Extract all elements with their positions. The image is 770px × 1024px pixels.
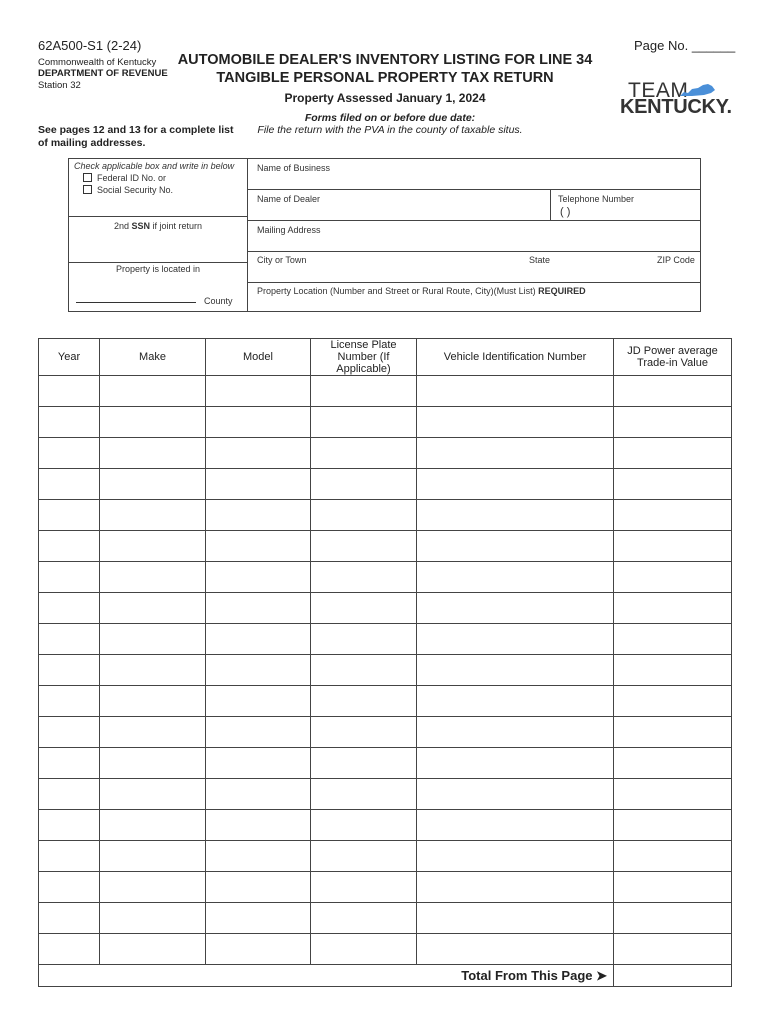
mailing-address-label: Mailing Address [257, 225, 321, 235]
col-model: Model [206, 339, 311, 376]
table-cell[interactable] [39, 624, 100, 655]
table-cell[interactable] [39, 655, 100, 686]
table-cell[interactable] [39, 686, 100, 717]
table-cell[interactable] [614, 717, 732, 748]
ssn-label: Social Security No. [97, 185, 174, 195]
county-line[interactable] [76, 302, 196, 303]
table-cell[interactable] [39, 407, 100, 438]
table-cell[interactable] [417, 810, 614, 841]
table-cell[interactable] [100, 841, 206, 872]
table-cell[interactable] [39, 717, 100, 748]
col-year: Year [39, 339, 100, 376]
file-return-note: File the return with the PVA in the county of taxable situs. [257, 124, 523, 136]
table-cell[interactable] [206, 531, 311, 562]
city-label: City or Town [257, 255, 307, 265]
table-cell[interactable] [206, 376, 311, 407]
table-cell[interactable] [100, 593, 206, 624]
table-row [39, 624, 732, 655]
table-cell[interactable] [417, 593, 614, 624]
form-title-line2: TANGIBLE PERSONAL PROPERTY TAX RETURN [216, 70, 554, 86]
table-cell[interactable] [206, 810, 311, 841]
table-cell[interactable] [206, 438, 311, 469]
table-cell[interactable] [417, 903, 614, 934]
table-cell[interactable] [100, 655, 206, 686]
divider [248, 220, 701, 221]
commonwealth-label: Commonwealth of Kentucky [38, 57, 157, 68]
table-cell[interactable] [206, 748, 311, 779]
table-cell[interactable] [417, 438, 614, 469]
table-cell[interactable] [614, 407, 732, 438]
federal-id-label: Federal ID No. or [97, 173, 167, 183]
table-cell[interactable] [206, 469, 311, 500]
table-cell[interactable] [614, 562, 732, 593]
table-cell[interactable] [39, 562, 100, 593]
col-jd-power: JD Power average Trade-in Value [614, 339, 732, 376]
table-cell[interactable] [614, 686, 732, 717]
state-label: State [529, 255, 551, 265]
table-cell[interactable] [614, 469, 732, 500]
table-row [39, 562, 732, 593]
property-location-label: Property Location (Number and Street or Rural Route, City)(Must List) REQUIRED [257, 286, 586, 296]
table-cell[interactable] [614, 376, 732, 407]
table-cell[interactable] [417, 872, 614, 903]
table-cell[interactable] [417, 531, 614, 562]
table-cell[interactable] [311, 810, 417, 841]
table-row [39, 903, 732, 934]
table-cell[interactable] [614, 934, 732, 965]
table-row [39, 686, 732, 717]
check-instruction: Check applicable box and write in below [74, 161, 235, 171]
ssn-option[interactable] [83, 185, 173, 195]
second-ssn-label: 2nd SSN if joint return [113, 221, 203, 231]
table-cell[interactable] [417, 841, 614, 872]
table-cell[interactable] [311, 655, 417, 686]
logo-team-text: TEAM [628, 79, 689, 102]
inventory-table [38, 338, 732, 987]
table-cell[interactable] [100, 872, 206, 903]
table-row [39, 531, 732, 562]
col-make: Make [100, 339, 206, 376]
form-code: 62A500-S1 (2-24) [38, 38, 142, 53]
table-cell[interactable] [206, 500, 311, 531]
total-value-cell[interactable] [614, 965, 732, 987]
table-header-row [39, 339, 732, 376]
table-cell[interactable] [100, 934, 206, 965]
table-cell[interactable] [311, 593, 417, 624]
table-cell[interactable] [614, 748, 732, 779]
zip-label: ZIP Code [657, 255, 695, 265]
table-cell[interactable] [311, 841, 417, 872]
col-vin: Vehicle Identification Number [417, 339, 614, 376]
table-cell[interactable] [311, 469, 417, 500]
business-name-label: Name of Business [257, 163, 331, 173]
form-title-line1: AUTOMOBILE DEALER'S INVENTORY LISTING FOR LINE 34 [177, 52, 593, 68]
divider [550, 189, 551, 221]
table-cell[interactable] [614, 438, 732, 469]
table-cell[interactable] [311, 903, 417, 934]
page-number-field[interactable]: Page No. ______ [634, 38, 736, 53]
table-cell[interactable] [39, 469, 100, 500]
divider [68, 216, 248, 217]
table-row [39, 469, 732, 500]
form-title-line3: Property Assessed January 1, 2024 [284, 91, 486, 105]
table-cell[interactable] [206, 779, 311, 810]
table-row [39, 376, 732, 407]
table-cell[interactable] [100, 407, 206, 438]
table-cell[interactable] [206, 872, 311, 903]
divider [248, 282, 701, 283]
table-cell[interactable] [417, 686, 614, 717]
col-license-plate: License Plate Number (If Applicable) [311, 339, 417, 376]
table-cell[interactable] [39, 903, 100, 934]
table-row [39, 810, 732, 841]
table-row [39, 438, 732, 469]
table-cell[interactable] [311, 562, 417, 593]
see-pages-note: See pages 12 and 13 for a complete list of mailing addresses. [38, 124, 234, 149]
table-cell[interactable] [206, 624, 311, 655]
table-cell[interactable] [417, 562, 614, 593]
table-cell[interactable] [311, 686, 417, 717]
table-cell[interactable] [417, 779, 614, 810]
table-cell[interactable] [39, 872, 100, 903]
table-cell[interactable] [39, 531, 100, 562]
table-cell[interactable] [206, 655, 311, 686]
table-cell[interactable] [311, 438, 417, 469]
county-label: County [204, 296, 233, 306]
table-cell[interactable] [311, 407, 417, 438]
table-row [39, 593, 732, 624]
table-cell[interactable] [206, 903, 311, 934]
divider [248, 189, 701, 190]
federal-id-option[interactable] [83, 173, 166, 183]
table-cell[interactable] [100, 810, 206, 841]
divider [248, 251, 701, 252]
table-cell[interactable] [100, 376, 206, 407]
table-cell[interactable] [417, 469, 614, 500]
table-cell[interactable] [39, 376, 100, 407]
table-cell[interactable] [417, 934, 614, 965]
table-cell[interactable] [311, 717, 417, 748]
table-row [39, 872, 732, 903]
property-located-label: Property is located in [115, 264, 201, 274]
table-row [39, 655, 732, 686]
table-cell[interactable] [614, 779, 732, 810]
table-cell[interactable] [311, 779, 417, 810]
box-divider [247, 158, 248, 312]
table-cell[interactable] [614, 872, 732, 903]
forms-filed-note: Forms filed on or before due date: [304, 112, 476, 124]
table-cell[interactable] [614, 655, 732, 686]
table-cell[interactable] [100, 469, 206, 500]
table-cell[interactable] [206, 407, 311, 438]
table-cell[interactable] [311, 531, 417, 562]
table-cell[interactable] [417, 407, 614, 438]
table-cell[interactable] [100, 903, 206, 934]
table-cell[interactable] [100, 562, 206, 593]
table-row [39, 934, 732, 965]
ssn-checkbox[interactable] [83, 185, 92, 194]
federal-id-checkbox[interactable] [83, 173, 92, 182]
table-cell[interactable] [417, 717, 614, 748]
table-body [39, 376, 732, 965]
table-cell[interactable] [100, 624, 206, 655]
table-cell[interactable] [206, 686, 311, 717]
table-cell[interactable] [614, 593, 732, 624]
telephone-parens: ( ) [560, 206, 571, 218]
table-cell[interactable] [311, 872, 417, 903]
table-cell[interactable] [417, 376, 614, 407]
table-cell[interactable] [311, 500, 417, 531]
table-cell[interactable] [206, 934, 311, 965]
table-cell[interactable] [206, 562, 311, 593]
table-cell[interactable] [39, 810, 100, 841]
table-row [39, 748, 732, 779]
table-cell[interactable] [614, 531, 732, 562]
total-row [39, 965, 732, 987]
table-row [39, 841, 732, 872]
table-cell[interactable] [311, 624, 417, 655]
table-cell[interactable] [39, 438, 100, 469]
table-cell[interactable] [417, 655, 614, 686]
station-label: Station 32 [38, 80, 81, 91]
table-cell[interactable] [417, 748, 614, 779]
table-cell[interactable] [39, 841, 100, 872]
table-cell[interactable] [100, 717, 206, 748]
table-cell[interactable] [100, 500, 206, 531]
divider [68, 262, 248, 263]
table-cell[interactable] [39, 934, 100, 965]
table-row [39, 500, 732, 531]
table-cell[interactable] [614, 903, 732, 934]
table-cell[interactable] [206, 593, 311, 624]
table-cell[interactable] [100, 438, 206, 469]
table-cell[interactable] [614, 841, 732, 872]
table-row [39, 779, 732, 810]
table-cell[interactable] [206, 717, 311, 748]
table-cell[interactable] [311, 376, 417, 407]
table-cell[interactable] [100, 686, 206, 717]
table-cell[interactable] [39, 748, 100, 779]
table-cell[interactable] [100, 779, 206, 810]
table-row [39, 407, 732, 438]
table-cell[interactable] [614, 624, 732, 655]
table-cell[interactable] [614, 810, 732, 841]
table-cell[interactable] [614, 500, 732, 531]
table-cell[interactable] [39, 500, 100, 531]
table-cell[interactable] [100, 748, 206, 779]
total-label: Total From This Page ➤ [39, 965, 614, 987]
department-label: DEPARTMENT OF REVENUE [38, 68, 168, 79]
table-cell[interactable] [39, 593, 100, 624]
dealer-name-label: Name of Dealer [257, 194, 321, 204]
table-cell[interactable] [311, 748, 417, 779]
logo-kentucky-text: KENTUCKY. [620, 96, 732, 118]
table-cell[interactable] [206, 841, 311, 872]
table-cell[interactable] [39, 779, 100, 810]
table-row [39, 717, 732, 748]
table-cell[interactable] [311, 934, 417, 965]
table-cell[interactable] [100, 531, 206, 562]
table-cell[interactable] [417, 624, 614, 655]
table-cell[interactable] [417, 500, 614, 531]
telephone-label: Telephone Number [558, 194, 635, 204]
